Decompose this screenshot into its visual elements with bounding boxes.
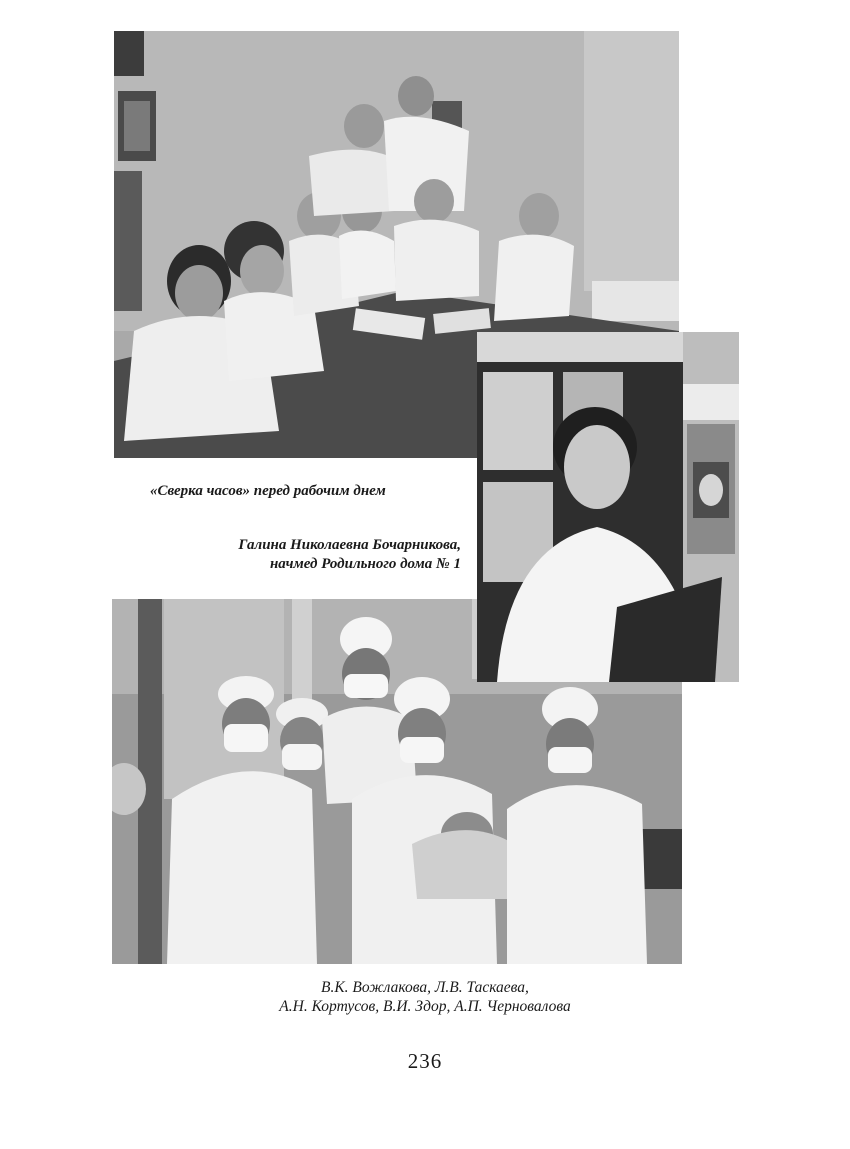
page-number: 236 [407,1049,443,1073]
caption-line: А.Н. Кортусов, В.И. Здор, А.П. Черновалова [279,998,571,1015]
staff-photo-caption [112,978,738,1016]
portrait-photo-caption [150,536,461,574]
caption-text: «Сверка часов» перед рабочим днем [150,483,386,499]
meeting-photo-caption [150,482,450,501]
caption-line: В.К. Вожлакова, Л.В. Таскаева, [321,979,529,996]
caption-line: начмед Родильного дома № 1 [269,556,461,572]
portrait-photo [477,332,739,682]
caption-line: Галина Николаевна Бочарникова, [238,537,461,553]
